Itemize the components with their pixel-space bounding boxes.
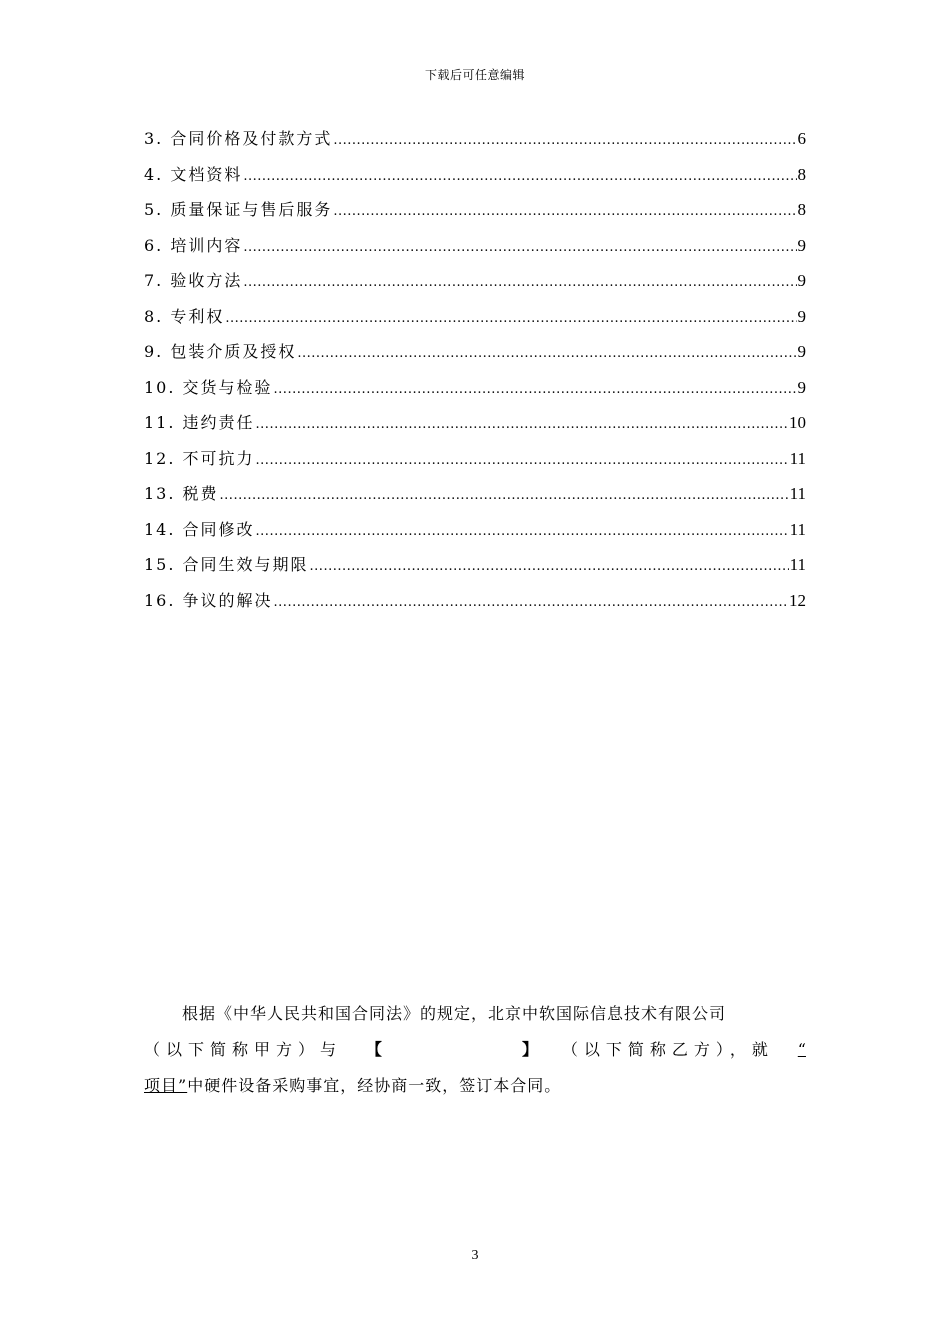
toc-dot-leader xyxy=(243,275,796,290)
toc-item-label: 13. 税费 xyxy=(144,484,219,503)
toc-item-page: 11 xyxy=(789,519,806,539)
toc-dot-leader xyxy=(256,417,788,432)
toc-dot-leader xyxy=(297,346,796,361)
toc-dot-leader xyxy=(243,169,796,184)
toc-item-label: 3. 合同价格及付款方式 xyxy=(144,129,333,148)
contract-preamble xyxy=(144,996,806,1104)
toc-item[interactable] xyxy=(144,410,806,446)
bracket-open: 【 xyxy=(365,1040,382,1059)
toc-item[interactable] xyxy=(144,588,806,624)
toc-dot-leader xyxy=(333,133,796,148)
toc-item-page: 8 xyxy=(797,200,806,219)
toc-item-page: 12 xyxy=(789,590,806,610)
toc-item-page: 8 xyxy=(797,164,806,184)
toc-item-label: 15. 合同生效与期限 xyxy=(144,555,309,574)
toc-item-label: 11. 违约责任 xyxy=(144,413,255,432)
toc-item[interactable] xyxy=(144,375,806,411)
preamble-line-3-rest: 中硬件设备采购事宜，经协商一致，签订本合同。 xyxy=(187,1076,562,1095)
toc-item-page: 10 xyxy=(789,413,806,432)
toc-dot-leader xyxy=(225,311,796,326)
page-number: 3 xyxy=(471,1248,479,1263)
toc-item-page: 11 xyxy=(789,448,806,468)
header-note: 下载后可任意编辑 xyxy=(424,68,525,82)
toc-item[interactable] xyxy=(144,233,806,269)
toc-item-label: 9. 包装介质及授权 xyxy=(144,342,297,361)
toc-item-label: 4. 文档资料 xyxy=(144,164,243,184)
toc-item[interactable] xyxy=(144,162,806,198)
toc-item-label: 12. 不可抗力 xyxy=(144,448,255,468)
preamble-line-3 xyxy=(144,1068,806,1104)
toc-dot-leader xyxy=(220,488,789,503)
preamble-party-a-text: （以下简称甲方）与 xyxy=(144,1040,343,1059)
toc-item[interactable] xyxy=(144,126,806,162)
project-name: 项目” xyxy=(144,1076,188,1095)
toc-item-page: 9 xyxy=(797,271,806,290)
toc-item-label: 6. 培训内容 xyxy=(144,235,243,255)
toc-dot-leader xyxy=(274,382,797,397)
toc-item-label: 10. 交货与检验 xyxy=(144,377,273,397)
quote-open: “ xyxy=(797,1040,806,1059)
toc-item-page: 9 xyxy=(797,235,806,255)
toc-item[interactable] xyxy=(144,304,806,340)
toc-item[interactable] xyxy=(144,339,806,375)
toc-dot-leader xyxy=(256,524,789,539)
preamble-line-2 xyxy=(144,1032,806,1068)
table-of-contents xyxy=(144,126,806,623)
toc-item-label: 16. 争议的解决 xyxy=(144,590,273,610)
toc-item-page: 6 xyxy=(797,129,806,148)
toc-item[interactable] xyxy=(144,268,806,304)
toc-dot-leader xyxy=(274,595,788,610)
toc-item[interactable] xyxy=(144,552,806,588)
toc-item[interactable] xyxy=(144,446,806,482)
toc-item-label: 8. 专利权 xyxy=(144,306,225,326)
toc-item-page: 11 xyxy=(789,555,806,574)
bracket-close: 】 xyxy=(521,1040,538,1059)
toc-item[interactable] xyxy=(144,481,806,517)
toc-item-label: 14. 合同修改 xyxy=(144,519,255,539)
toc-dot-leader xyxy=(310,559,789,574)
toc-item-page: 11 xyxy=(789,484,806,503)
preamble-line-1: 根据《中华人民共和国合同法》的规定，北京中软国际信息技术有限公司 xyxy=(182,1004,727,1023)
toc-item[interactable] xyxy=(144,197,806,233)
toc-item-page: 9 xyxy=(797,342,806,361)
party-b-placeholder xyxy=(366,1032,538,1068)
toc-item-page: 9 xyxy=(797,306,806,326)
toc-dot-leader xyxy=(256,453,789,468)
toc-dot-leader xyxy=(333,204,796,219)
toc-item-label: 5. 质量保证与售后服务 xyxy=(144,200,333,219)
toc-dot-leader xyxy=(243,240,796,255)
preamble-party-b-text: （以下简称乙方），就 xyxy=(561,1040,774,1059)
toc-item-page: 9 xyxy=(797,377,806,397)
toc-item-label: 7. 验收方法 xyxy=(144,271,243,290)
toc-item[interactable] xyxy=(144,517,806,553)
